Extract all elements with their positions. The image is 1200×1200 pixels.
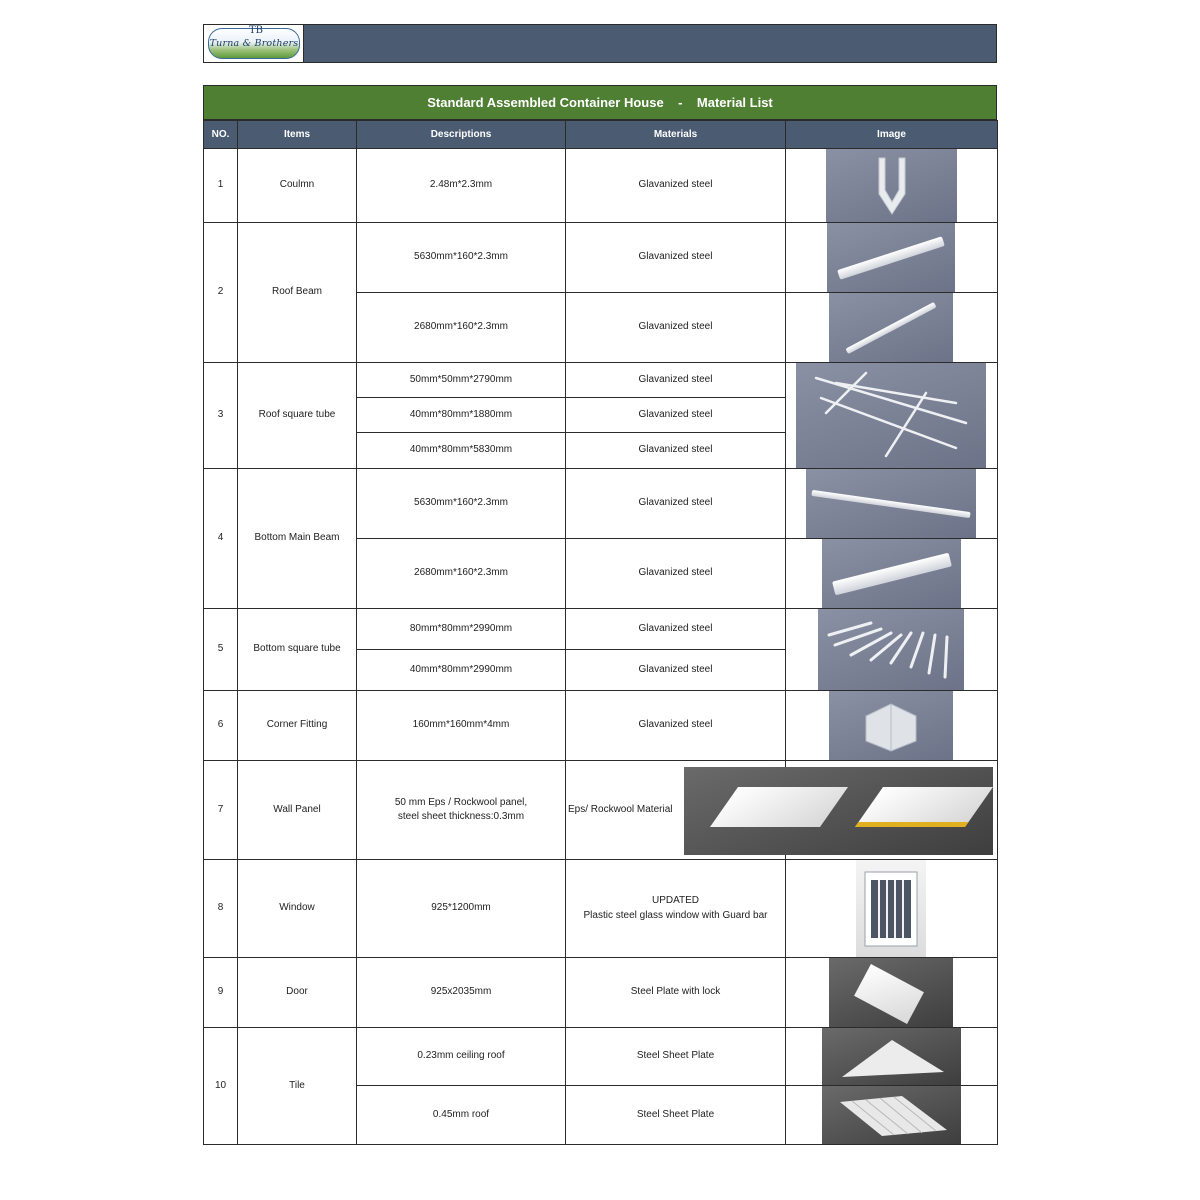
square-tubes-icon [818, 609, 964, 690]
bottom-beam-short-icon [822, 539, 961, 608]
image-cell [786, 1028, 998, 1086]
row-number: 10 [204, 1028, 238, 1145]
item-name: Roof square tube [238, 363, 357, 469]
description: 160mm*160mm*4mm [357, 691, 566, 761]
image-cell [786, 539, 998, 609]
table-row [204, 149, 998, 223]
wall-panel-icon [684, 767, 993, 855]
row-number: 7 [204, 761, 238, 860]
image-cell [786, 149, 998, 223]
item-name: Roof Beam [238, 223, 357, 363]
table-row [204, 363, 998, 398]
material: Glavanized steel [566, 223, 786, 293]
material: Glavanized steel [566, 469, 786, 539]
item-name: Bottom Main Beam [238, 469, 357, 609]
image-cell [786, 293, 998, 363]
description: 40mm*80mm*5830mm [357, 433, 566, 469]
corner-fitting-icon [829, 691, 953, 760]
image-cell [786, 958, 998, 1028]
bottom-beam-icon [806, 469, 976, 538]
material: Glavanized steel [566, 149, 786, 223]
material: Glavanized steel [566, 650, 786, 691]
page-title: Standard Assembled Container House - Material List [203, 85, 997, 120]
row-number: 1 [204, 149, 238, 223]
description: 0.45mm roof [357, 1086, 566, 1145]
description: 40mm*80mm*2990mm [357, 650, 566, 691]
material: Glavanized steel [566, 691, 786, 761]
col-header-materials: Materials [566, 121, 786, 149]
door-icon [829, 958, 953, 1027]
row-number: 4 [204, 469, 238, 609]
description: 0.23mm ceiling roof [357, 1028, 566, 1086]
roof-tile-icon [822, 1086, 961, 1144]
top-banner [203, 24, 997, 63]
description: 2680mm*160*2.3mm [357, 293, 566, 363]
row-number: 3 [204, 363, 238, 469]
table-row [204, 761, 998, 860]
item-name: Bottom square tube [238, 609, 357, 691]
roof-beam-short-icon [829, 293, 953, 362]
table-row [204, 691, 998, 761]
table-row [204, 958, 998, 1028]
row-number: 6 [204, 691, 238, 761]
window-icon [856, 860, 926, 957]
description: 50 mm Eps / Rockwool panel, steel sheet thickness:0.3mm [357, 761, 566, 860]
image-cell [786, 363, 998, 469]
description: 925x2035mm [357, 958, 566, 1028]
material: Steel Plate with lock [566, 958, 786, 1028]
logo-text: Turna & Brothers [209, 38, 299, 49]
row-number: 8 [204, 860, 238, 958]
roof-beam-icon [827, 223, 955, 292]
col-header-items: Items [238, 121, 357, 149]
material: Glavanized steel [566, 609, 786, 650]
description: 925*1200mm [357, 860, 566, 958]
row-number: 9 [204, 958, 238, 1028]
image-cell [786, 223, 998, 293]
material-table [203, 120, 998, 1145]
description: 5630mm*160*2.3mm [357, 469, 566, 539]
image-cell [786, 691, 998, 761]
row-number: 2 [204, 223, 238, 363]
row-number: 5 [204, 609, 238, 691]
material: Eps/ Rockwool Material [566, 761, 786, 860]
table-row [204, 1028, 998, 1086]
table-row [204, 223, 998, 293]
image-cell [786, 761, 998, 860]
material: Glavanized steel [566, 398, 786, 433]
material: Steel Sheet Plate [566, 1086, 786, 1145]
item-name: Coulmn [238, 149, 357, 223]
col-header-descriptions: Descriptions [357, 121, 566, 149]
image-cell [786, 1086, 998, 1145]
ceiling-tile-icon [822, 1028, 961, 1085]
image-cell [786, 609, 998, 691]
column-profile-icon [826, 149, 957, 222]
image-cell [786, 860, 998, 958]
material: Glavanized steel [566, 363, 786, 398]
description: 80mm*80mm*2990mm [357, 609, 566, 650]
col-header-image: Image [786, 121, 998, 149]
description: 40mm*80mm*1880mm [357, 398, 566, 433]
description: 2680mm*160*2.3mm [357, 539, 566, 609]
table-header-row [204, 121, 998, 149]
table-row [204, 609, 998, 650]
roof-tube-grid-icon [796, 363, 986, 468]
col-header-no: NO. [204, 121, 238, 149]
table-row [204, 860, 998, 958]
item-name: Window [238, 860, 357, 958]
image-cell [786, 469, 998, 539]
company-logo [208, 25, 300, 59]
material: UPDATED Plastic steel glass window with Guard bar [566, 860, 786, 958]
logo-monogram: TB [249, 25, 264, 36]
item-name: Door [238, 958, 357, 1028]
description: 5630mm*160*2.3mm [357, 223, 566, 293]
material: Glavanized steel [566, 433, 786, 469]
logo-cell [204, 25, 304, 62]
description: 2.48m*2.3mm [357, 149, 566, 223]
item-name: Wall Panel [238, 761, 357, 860]
material: Glavanized steel [566, 293, 786, 363]
material: Steel Sheet Plate [566, 1028, 786, 1086]
item-name: Tile [238, 1028, 357, 1145]
banner-fill [304, 25, 996, 62]
table-row [204, 469, 998, 539]
item-name: Corner Fitting [238, 691, 357, 761]
description: 50mm*50mm*2790mm [357, 363, 566, 398]
material: Glavanized steel [566, 539, 786, 609]
